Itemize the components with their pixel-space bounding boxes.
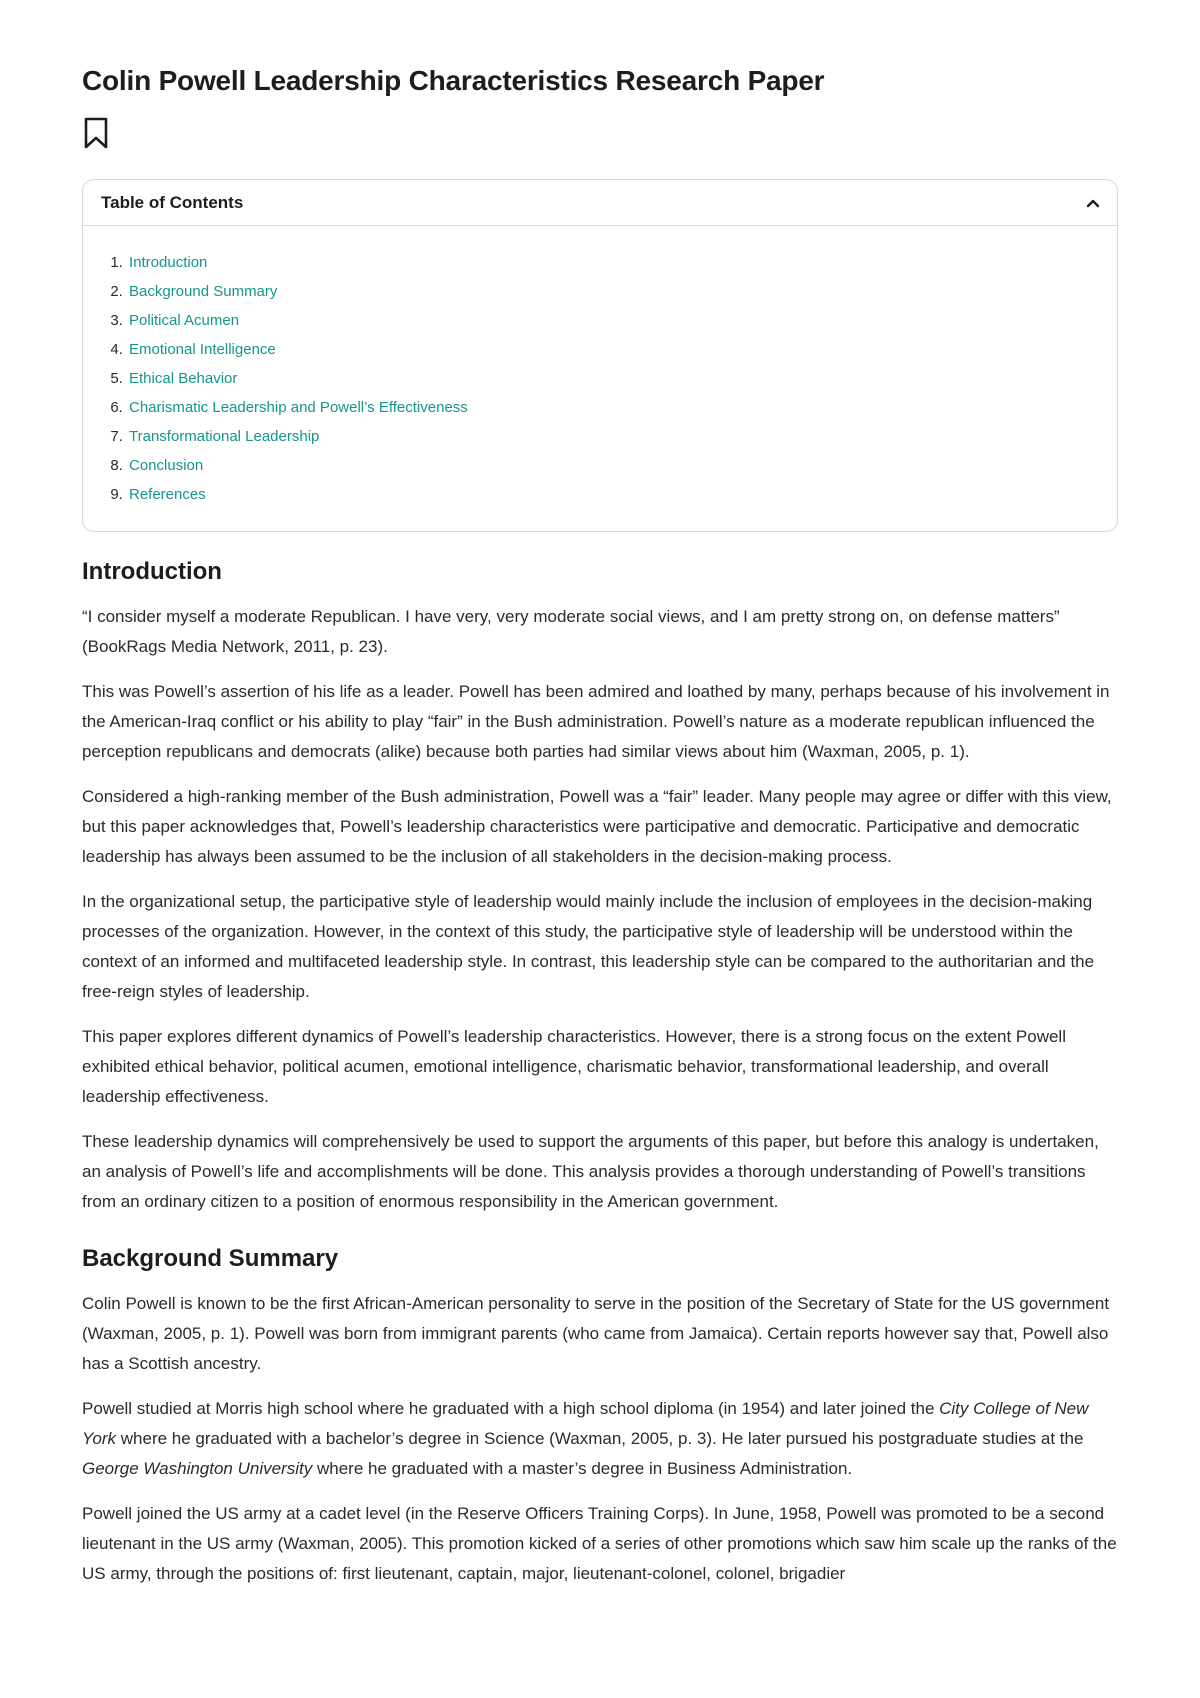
toc-item xyxy=(127,422,1117,451)
institution-name: George Washington University xyxy=(82,1459,313,1478)
toc-link-conclusion[interactable]: Conclusion xyxy=(129,457,204,474)
toc-header[interactable] xyxy=(83,180,1117,226)
paragraph: “I consider myself a moderate Republican. I have very, very moderate social views, and I am pretty strong on, on defense matters” (BookRags Media Network, 2011, p. 23). xyxy=(82,607,1060,656)
paragraph-text: where he graduated with a bachelor’s degree in Science (Waxman, 2005, p. 3). He later pursued his postgraduate studies at the xyxy=(116,1429,1084,1448)
paragraph-text: where he graduated with a master’s degree in Business Administration. xyxy=(312,1459,853,1478)
paragraph: Considered a high-ranking member of the Bush administration, Powell was a “fair” leader. Many people may agree or differ with this view, but this paper acknowledges that, Powell’s leadership characteristics were participative and democratic. Participative and democratic leadership has always been assumed to be the inclusion of all stakeholders in the decision-making process. xyxy=(82,787,1112,866)
paragraph-text: Powell studied at Morris high school where he graduated with a high school diploma (in 1954) and later joined the xyxy=(82,1399,940,1418)
table-of-contents xyxy=(82,179,1118,532)
toc-item xyxy=(127,364,1117,393)
toc-link-introduction[interactable]: Introduction xyxy=(129,254,208,271)
toc-link-ethical-behavior[interactable]: Ethical Behavior xyxy=(129,370,238,387)
toc-list xyxy=(83,226,1117,531)
section-heading-background-summary: Background Summary xyxy=(82,1245,339,1272)
toc-item xyxy=(127,451,1117,480)
chevron-up-icon[interactable] xyxy=(1085,195,1101,211)
bookmark-outline-icon[interactable] xyxy=(82,116,110,150)
paragraph: Colin Powell is known to be the first African-American personality to serve in the position of the Secretary of State for the US government (Waxman, 2005, p. 1). Powell was born from immigrant parents (who came from Jamaica). Certain reports however say that, Powell also has a Scottish ancestry. xyxy=(82,1294,1110,1373)
paragraph: This paper explores different dynamics of Powell’s leadership characteristics. However, there is a strong focus on the extent Powell exhibited ethical behavior, political acumen, emotional intelligence, charismatic behavior, transformational leadership, and overall leadership effectiveness. xyxy=(82,1027,1066,1106)
paragraph: In the organizational setup, the participative style of leadership would mainly include the inclusion of employees in the decision-making processes of the organization. However, in the context of this study, the participative style of leadership will be understood within the context of an informed and multifaceted leadership style. In contrast, this leadership style can be compared to the authoritarian and the free-reign styles of leadership. xyxy=(82,892,1095,1001)
institution-name: City College of New York xyxy=(82,1399,1089,1448)
toc-item xyxy=(127,277,1117,306)
toc-item xyxy=(127,248,1117,277)
toc-link-references[interactable]: References xyxy=(129,486,206,503)
paragraph xyxy=(82,1394,1118,1484)
toc-link-emotional-intelligence[interactable]: Emotional Intelligence xyxy=(129,341,276,358)
toc-item xyxy=(127,335,1117,364)
page-title: Colin Powell Leadership Characteristics Research Paper xyxy=(82,65,825,96)
toc-title: Table of Contents xyxy=(101,192,244,212)
toc-item xyxy=(127,393,1117,422)
paragraph: This was Powell’s assertion of his life as a leader. Powell has been admired and loathed by many, perhaps because of his involvement in the American-Iraq conflict or his ability to play “fair” in the Bush administration. Powell’s nature as a moderate republican influenced the perception republicans and democrats (alike) because both parties had similar views about him (Waxman, 2005, p. 1). xyxy=(82,682,1110,761)
toc-link-charismatic-leadership[interactable]: Charismatic Leadership and Powell’s Effectiveness xyxy=(129,399,468,416)
toc-link-transformational-leadership[interactable]: Transformational Leadership xyxy=(129,428,320,445)
section-heading-introduction: Introduction xyxy=(82,558,222,585)
toc-item xyxy=(127,480,1117,509)
paragraph: Powell joined the US army at a cadet level (in the Reserve Officers Training Corps). In June, 1958, Powell was promoted to be a second lieutenant in the US army (Waxman, 2005). This promotion kicked of a series of other promotions which saw him scale up the ranks of the US army, through the positions of: first lieutenant, captain, major, lieutenant-colonel, colonel, brigadier xyxy=(82,1504,1117,1583)
toc-link-background-summary[interactable]: Background Summary xyxy=(129,283,278,300)
toc-link-political-acumen[interactable]: Political Acumen xyxy=(129,312,240,329)
toc-item xyxy=(127,306,1117,335)
paragraph: These leadership dynamics will comprehensively be used to support the arguments of this paper, but before this analogy is undertaken, an analysis of Powell’s life and accomplishments will be done. This analysis provides a thorough understanding of Powell’s transitions from an ordinary citizen to a position of enormous responsibility in the American government. xyxy=(82,1132,1099,1211)
